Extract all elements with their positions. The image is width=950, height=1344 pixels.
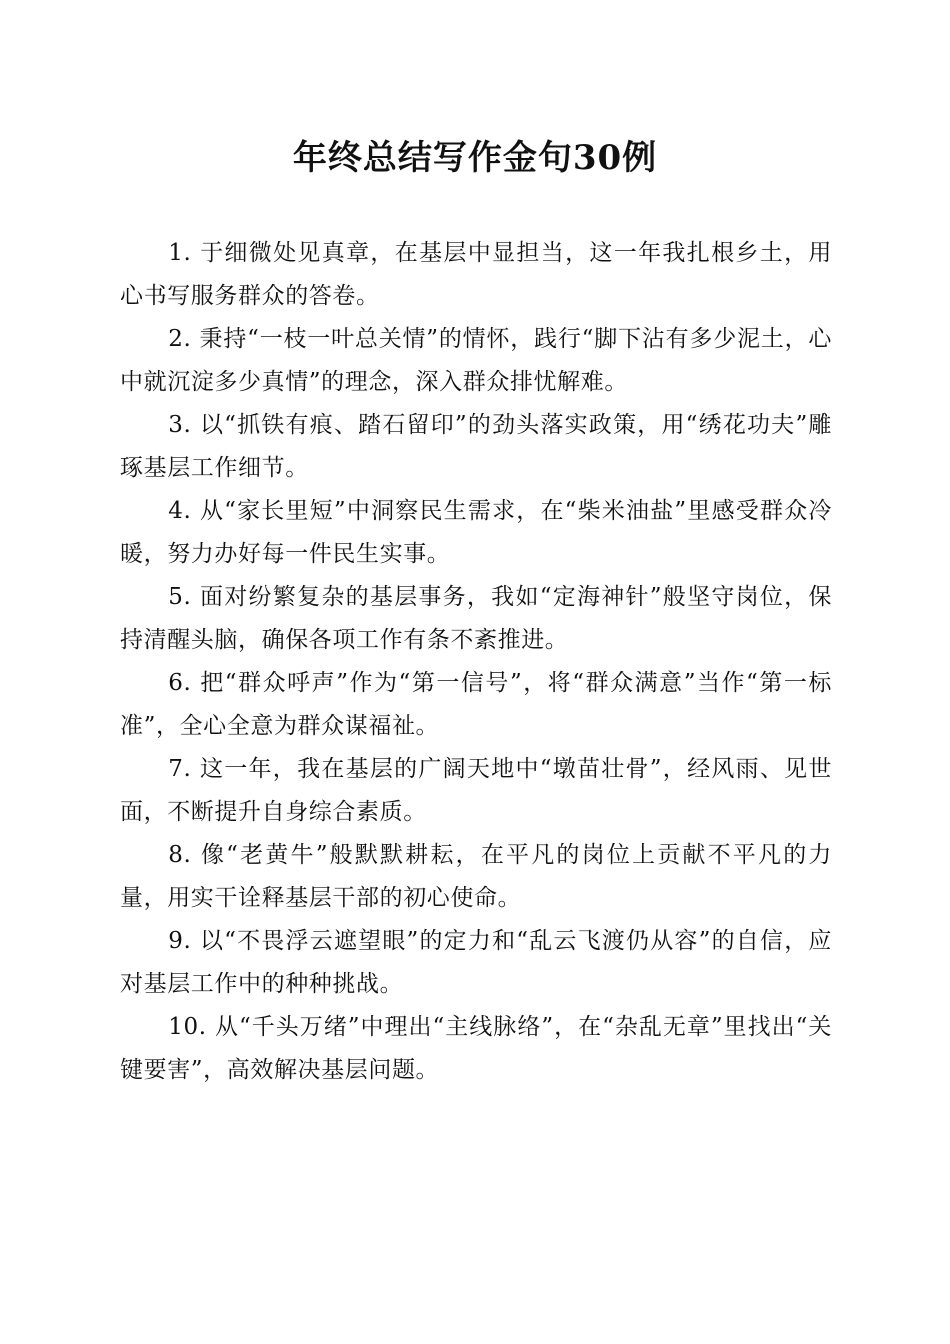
paragraph-6: 6. 把“群众呼声”作为“第一信号”，将“群众满意”当作“第一标准”，全心全意为群众谋福祉。 (120, 670, 832, 739)
paragraph-5: 5. 面对纷繁复杂的基层事务，我如“定海神针”般坚守岗位，保持清醒头脑，确保各项工作有条不紊推进。 (120, 584, 832, 653)
paragraph-9: 9. 以“不畏浮云遮望眼”的定力和“乱云飞渡仍从容”的自信，应对基层工作中的种种挑战。 (120, 928, 832, 997)
paragraph-10: 10. 从“千头万绪”中理出“主线脉络”，在“杂乱无章”里找出“关键要害”，高效解决基层问题。 (120, 1014, 832, 1083)
paragraph-8: 8. 像“老黄牛”般默默耕耘，在平凡的岗位上贡献不平凡的力量，用实干诠释基层干部的初心使命。 (120, 842, 832, 911)
paragraph-3: 3. 以“抓铁有痕、踏石留印”的劲头落实政策，用“绣花功夫”雕琢基层工作细节。 (120, 412, 832, 481)
paragraph-7: 7. 这一年，我在基层的广阔天地中“墩苗壮骨”，经风雨、见世面，不断提升自身综合素质。 (120, 756, 832, 825)
paragraph-4: 4. 从“家长里短”中洞察民生需求，在“柴米油盐”里感受群众冷暖，努力办好每一件民生实事。 (120, 498, 832, 567)
paragraph-1: 1. 于细微处见真章，在基层中显担当，这一年我扎根乡土，用心书写服务群众的答卷。 (120, 240, 832, 309)
document-body (120, 232, 832, 1092)
document-title: 年终总结写作金句30例 (292, 138, 658, 178)
paragraph-2: 2. 秉持“一枝一叶总关情”的情怀，践行“脚下沾有多少泥土，心中就沉淀多少真情”的理念，深入群众排忧解难。 (120, 326, 832, 395)
